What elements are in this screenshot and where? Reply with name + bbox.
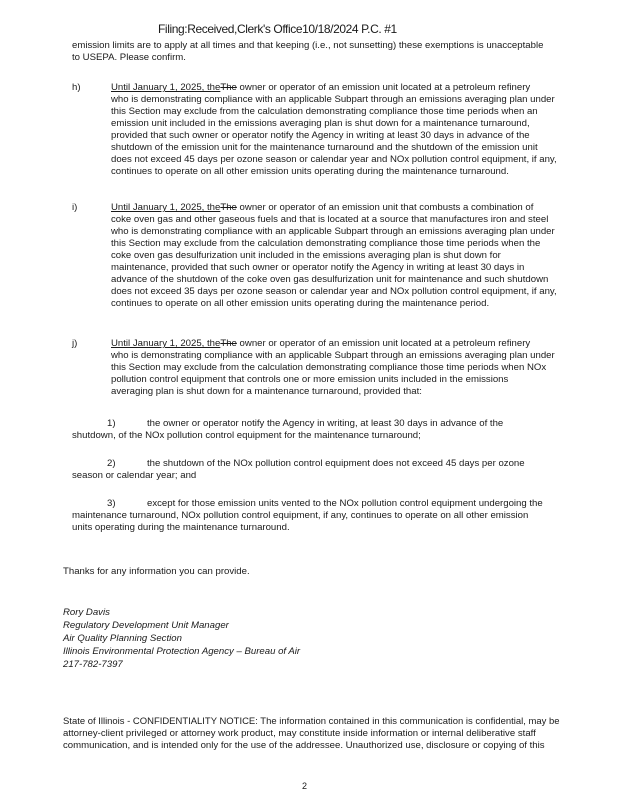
sub-item-1-line: shutdown, of the NOx pollution control equipment for the maintenance turnaround; (72, 430, 421, 441)
section-label-h: h) (72, 82, 81, 93)
section-h-line: does not exceed 45 days per ozone season or calendar year and NOx pollution control equipment, if any, (111, 154, 557, 165)
sub-item-1-line: the owner or operator notify the Agency in writing, at least 30 days in advance of the (147, 418, 504, 429)
section-i-first-line (111, 202, 533, 214)
first-line-rest: owner or operator of an emission unit that combusts a combination of (236, 202, 534, 213)
page-number: 2 (302, 781, 308, 791)
inserted-text: Until January 1, 2025, the (111, 202, 221, 213)
section-i-line: who is demonstrating compliance with an applicable Subpart through an emissions averaging plan under (111, 226, 555, 237)
section-label-j: j) (72, 338, 78, 349)
section-j-line: this Section may exclude from the calculation demonstrating compliance those time periods when NOx (111, 362, 547, 373)
first-line-rest: owner or operator of an emission unit located at a petroleum refinery (236, 82, 531, 93)
sub-item-label-3: 3) (107, 498, 116, 509)
intro-line: to USEPA. Please confirm. (72, 52, 186, 63)
signature-phone: 217-782-7397 (63, 659, 123, 670)
section-i-line: maintenance, provided that such owner or operator notify the Agency in writing at least 30 days in (111, 262, 525, 273)
confidentiality-notice-line: State of Illinois - CONFIDENTIALITY NOTICE: The information contained in this communication is confidential, may be (63, 716, 560, 727)
closing-text: Thanks for any information you can provide. (63, 566, 250, 577)
section-i-line: continues to operate on all other emission units operating during the maintenance period. (111, 298, 490, 309)
sub-item-label-1: 1) (107, 418, 116, 429)
confidentiality-notice-line: attorney-client privileged or attorney work product, may constitute inside information or internal deliberative staff (63, 728, 536, 739)
section-h-line: this Section may exclude from the calculation demonstrating compliance those time periods when an (111, 106, 538, 117)
signature-section: Air Quality Planning Section (63, 633, 182, 644)
section-j-line: pollution control equipment that controls one or more emission units included in the emissions (111, 374, 509, 385)
section-h-line: provided that such owner or operator notify the Agency in writing at least 30 days in advance of the (111, 130, 530, 141)
section-h-first-line (111, 82, 530, 94)
filing-stamp: Filing:Received,Clerk's Office10/18/2024 P.C. #1 (158, 22, 397, 36)
sub-item-2-line: the shutdown of the NOx pollution control equipment does not exceed 45 days per ozone (147, 458, 525, 469)
confidentiality-notice-line: communication, and is intended only for the use of the addressee. Unauthorized use, disclosure or copying of this (63, 740, 545, 751)
signature-title: Regulatory Development Unit Manager (63, 620, 229, 631)
sub-item-label-2: 2) (107, 458, 116, 469)
section-i-line: does not exceed 35 days per ozone season or calendar year and NOx pollution control equipment, if any, (111, 286, 557, 297)
intro-line: emission limits are to apply at all times and that keeping (i.e., not sunsetting) these exemptions is unacceptable (72, 40, 544, 51)
signature-name: Rory Davis (63, 607, 110, 618)
section-j-line: averaging plan is shut down for a maintenance turnaround, provided that: (111, 386, 422, 397)
deleted-text: The (220, 202, 237, 213)
sub-item-3-line: except for those emission units vented to the NOx pollution control equipment undergoing the (147, 498, 543, 509)
section-i-line: coke oven gas and other gaseous fuels and that is located at a source that manufactures iron and steel (111, 214, 549, 225)
section-i-line: this Section may exclude from the calculation demonstrating compliance those time periods when the (111, 238, 541, 249)
section-j-first-line (111, 338, 530, 350)
signature-agency: Illinois Environmental Protection Agency – Bureau of Air (63, 646, 301, 657)
inserted-text: Until January 1, 2025, the (111, 82, 221, 93)
section-label-i: i) (72, 202, 78, 213)
section-h-line: who is demonstrating compliance with an applicable Subpart through an emissions averaging plan under (111, 94, 555, 105)
deleted-text: The (220, 338, 237, 349)
section-h-line: emission unit included in the emissions averaging plan is shut down for a maintenance turnaround, (111, 118, 530, 129)
section-j-line: who is demonstrating compliance with an applicable Subpart through an emissions averaging plan under (111, 350, 555, 361)
section-h-line: continues to operate on all other emission units operating during the maintenance turnaround. (111, 166, 509, 177)
first-line-rest: owner or operator of an emission unit located at a petroleum refinery (236, 338, 531, 349)
sub-item-3-line: units operating during the maintenance turnaround. (72, 522, 290, 533)
sub-item-3-line: maintenance turnaround, NOx pollution control equipment, if any, continues to operate on all other emission (72, 510, 529, 521)
section-i-line: coke oven gas desulfurization unit included in the emissions averaging plan is shut down for (111, 250, 501, 261)
inserted-text: Until January 1, 2025, the (111, 338, 221, 349)
deleted-text: The (220, 82, 237, 93)
section-i-line: advance of the shutdown of the coke oven gas desulfurization unit for maintenance and such shutdown (111, 274, 549, 285)
sub-item-2-line: season or calendar year; and (72, 470, 197, 481)
section-h-line: shutdown of the emission unit for the maintenance turnaround and the shutdown of the emission unit (111, 142, 538, 153)
